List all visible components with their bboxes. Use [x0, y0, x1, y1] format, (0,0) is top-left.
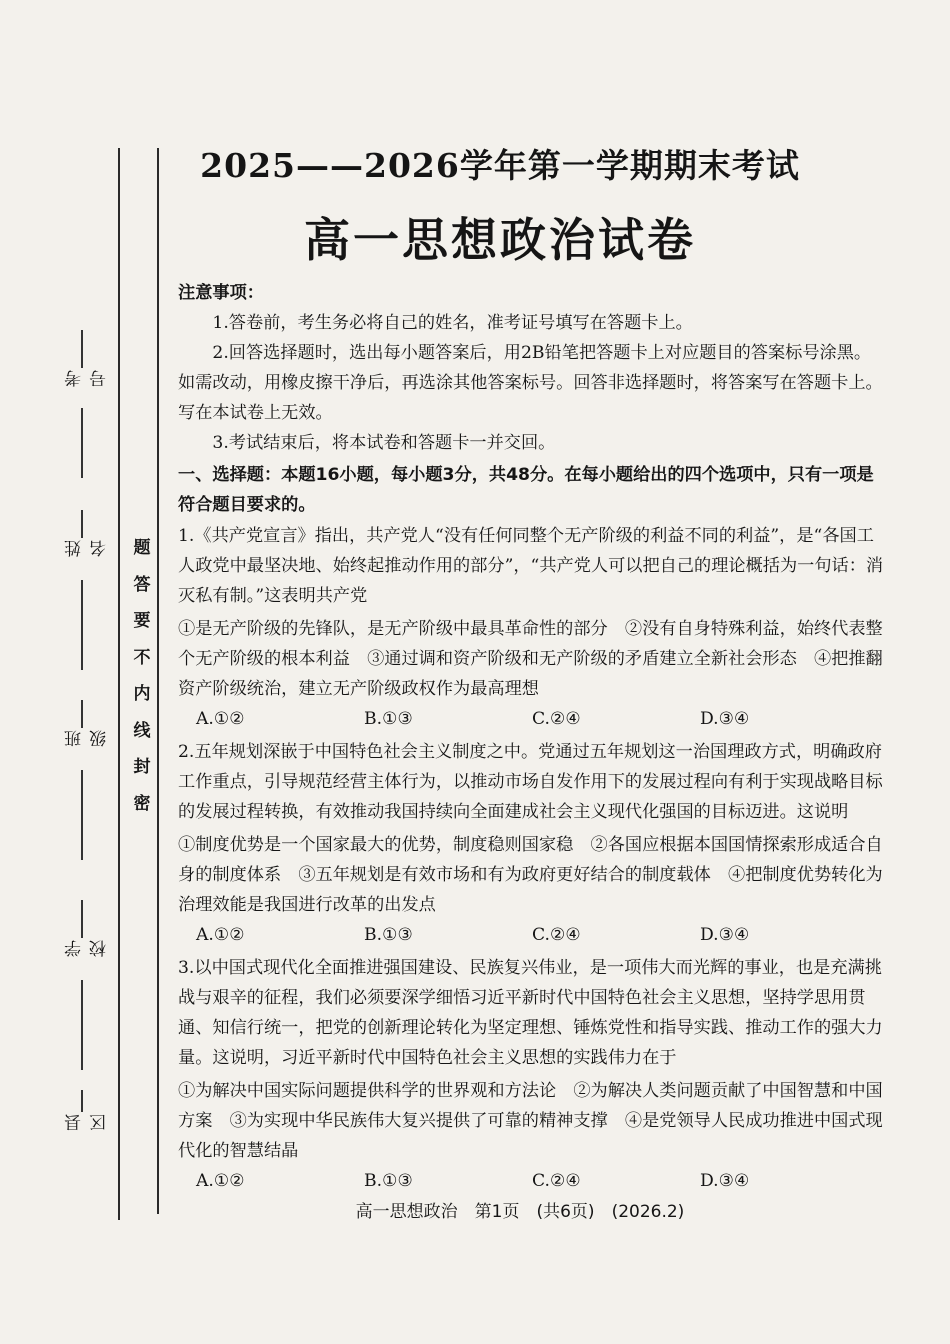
choice-c: C.②④	[532, 709, 581, 729]
exam-title: 2025——2026学年第一学期期末考试	[200, 146, 800, 185]
choice-d: D.③④	[700, 1171, 750, 1191]
question-stem: 3.以中国式现代化全面推进强国建设、民族复兴伟业，是一项伟大而光辉的事业，也是充满挑战与艰辛的征程，我们必须要深学细悟习近平新时代中国特色社会主义思想，坚持学思用贯通、知信行统一，把党的创新理论转化为坚定理想、锤炼党性和指导实践、推动工作的强大力量。这说明，习近平新时代中国特色社会主义思想的实践伟力在于	[178, 958, 883, 1068]
district-label: 县区	[65, 1114, 110, 1131]
answer-choices	[178, 1166, 884, 1196]
answer-choices	[178, 704, 884, 734]
choice-d: D.③④	[700, 709, 750, 729]
binding-line-outer	[118, 148, 120, 1220]
seal-line-notice: 题 答 要 不 内 线 封 密	[133, 538, 151, 814]
name-label: 姓名	[65, 540, 110, 557]
section-heading: 一、选择题：本题16小题，每小题3分，共48分。在每小题给出的四个选项中，只有一项是符合题目要求的。	[178, 465, 874, 515]
question-options: ①制度优势是一个国家最大的优势，制度稳则国家稳 ②各国应根据本国国情探索形成适合自身的制度体系 ③五年规划是有效市场和有为政府更好结合的制度载体 ④把制度优势转化为治理效能是我国进行改革的出发点	[178, 835, 883, 915]
question-stem: 1.《共产党宣言》指出，共产党人“没有任何同整个无产阶级的利益不同的利益”，是“各国工人政党中最坚决地、始终起推动作用的部分”，“共产党人可以把自己的理论概括为一句话：消灭私有制。”这表明共产党	[178, 526, 884, 606]
answer-choices	[178, 920, 884, 950]
notice-item: 3.考试结束后，将本试卷和答题卡一并交回。	[212, 433, 556, 453]
choice-b: B.①③	[364, 1171, 413, 1191]
question-options: ①是无产阶级的先锋队，是无产阶级中最具革命性的部分 ②没有自身特殊利益，始终代表整个无产阶级的根本利益 ③通过调和资产阶级和无产阶级的矛盾建立全新社会形态 ④把推翻资产阶级统治，建立无产阶级政权作为最高理想	[178, 619, 883, 699]
choice-a: A.①②	[196, 709, 245, 729]
class-label: 班级	[65, 730, 110, 747]
choice-b: B.①③	[364, 925, 413, 945]
exam-content	[178, 278, 884, 1199]
choice-a: A.①②	[196, 925, 245, 945]
question-options: ①为解决中国实际问题提供科学的世界观和方法论 ②为解决人类问题贡献了中国智慧和中国方案 ③为实现中华民族伟大复兴提供了可靠的精神支撑 ④是党领导人民成功推进中国式现代化的智慧结晶	[178, 1081, 883, 1161]
school-label: 学校	[65, 940, 110, 957]
question-stem: 2.五年规划深嵌于中国特色社会主义制度之中。党通过五年规划这一治国理政方式，明确政府工作重点，引导规范经营主体行为，以推动市场自发作用下的发展过程向有利于实现战略目标的发展过程转换，有效推动我国持续向全面建成社会主义现代化强国的目标迈进。这说明	[178, 742, 883, 822]
choice-b: B.①③	[364, 709, 413, 729]
notice-item: 2.回答选择题时，选出每小题答案后，用2B铅笔把答题卡上对应题目的答案标号涂黑。如需改动，用橡皮擦干净后，再选涂其他答案标号。回答非选择题时，将答案写在答题卡上。写在本试卷上无效。	[178, 343, 883, 423]
choice-d: D.③④	[700, 925, 750, 945]
exam-number-label: 考号	[65, 370, 110, 387]
exam-subtitle: 高一思想政治试卷	[304, 213, 696, 267]
notice-heading: 注意事项：	[178, 283, 264, 303]
notice-item: 1.答卷前，考生务必将自己的姓名，准考证号填写在答题卡上。	[212, 313, 693, 333]
binding-line-inner	[157, 148, 159, 1214]
choice-c: C.②④	[532, 925, 581, 945]
choice-c: C.②④	[532, 1171, 581, 1191]
choice-a: A.①②	[196, 1171, 245, 1191]
page-footer: 高一思想政治 第1页 (共6页) (2026.2)	[355, 1202, 685, 1222]
